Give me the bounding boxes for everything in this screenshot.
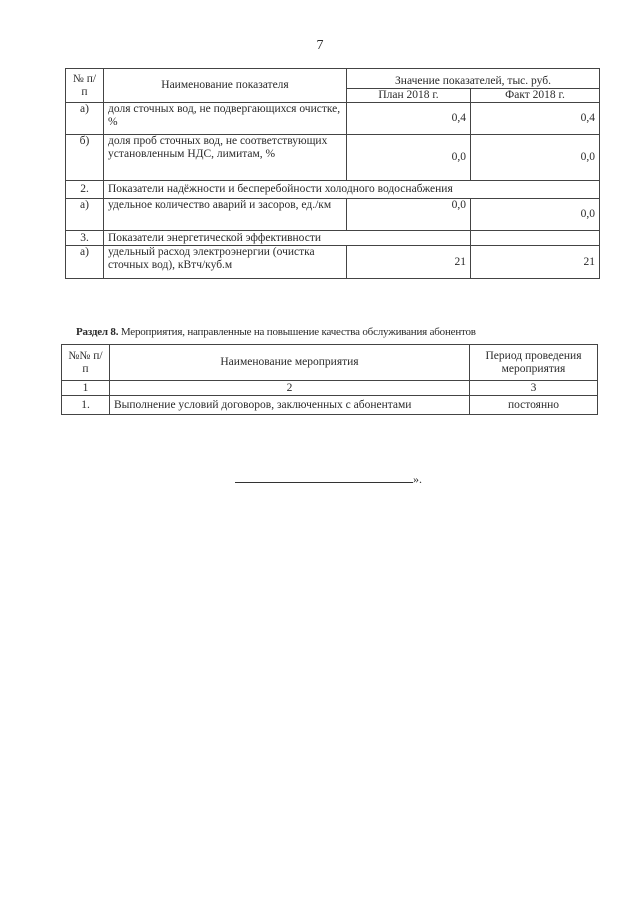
row-name: доля сточных вод, не подвергающихся очистке, % xyxy=(104,103,347,135)
row-fact: 21 xyxy=(471,246,600,279)
page-number: 7 xyxy=(316,38,324,53)
header-num: № п/п xyxy=(66,69,104,103)
section-8-title: Мероприятия, направленные на повышение качества обслуживания абонентов xyxy=(120,326,476,338)
header-period: Период проведения мероприятия xyxy=(470,345,598,381)
section-title: Показатели надёжности и бесперебойности холодного водоснабжения xyxy=(104,181,600,199)
header-fact: Факт 2018 г. xyxy=(471,89,600,103)
row-period: постоянно xyxy=(470,396,598,415)
row-plan: 0,4 xyxy=(347,103,471,135)
header-values: Значение показателей, тыс. руб. xyxy=(347,69,600,89)
row-name: Выполнение условий договоров, заключенных с абонентами xyxy=(110,396,470,415)
table-row xyxy=(66,103,600,135)
index-name: 2 xyxy=(110,381,470,396)
row-fact: 0,4 xyxy=(471,103,600,135)
closing-quote: ». xyxy=(413,472,422,486)
row-num: а) xyxy=(66,246,104,279)
table-row xyxy=(62,396,598,415)
section-8-label: Раздел 8. xyxy=(76,326,119,338)
row-num: 1. xyxy=(62,396,110,415)
header-plan: План 2018 г. xyxy=(347,89,471,103)
header-name: Наименование показателя xyxy=(104,69,347,103)
index-num: 1 xyxy=(62,381,110,396)
header-num: №№ п/п xyxy=(62,345,110,381)
row-name: доля проб сточных вод, не соответствующих установленным НДС, лимитам, % xyxy=(104,135,347,181)
table-row xyxy=(66,135,600,181)
measures-table xyxy=(61,344,598,415)
table-row xyxy=(66,199,600,231)
indicators-table xyxy=(65,68,600,279)
row-name: удельный расход электроэнергии (очистка сточных вод), кВтч/куб.м xyxy=(104,246,347,279)
row-num: а) xyxy=(66,103,104,135)
section-8-heading xyxy=(76,326,476,338)
blank-line xyxy=(235,482,413,483)
index-period: 3 xyxy=(470,381,598,396)
section-row xyxy=(66,231,600,246)
table-row xyxy=(66,246,600,279)
index-row xyxy=(62,381,598,396)
row-name: удельное количество аварий и засоров, ед./км xyxy=(104,199,347,231)
section-title: Показатели энергетической эффективности xyxy=(104,231,471,246)
section-row xyxy=(66,181,600,199)
row-fact: 0,0 xyxy=(471,135,600,181)
section-num: 2. xyxy=(66,181,104,199)
section-num: 3. xyxy=(66,231,104,246)
row-num: а) xyxy=(66,199,104,231)
row-plan: 0,0 xyxy=(347,135,471,181)
row-plan: 21 xyxy=(347,246,471,279)
header-name: Наименование мероприятия xyxy=(110,345,470,381)
row-num: б) xyxy=(66,135,104,181)
row-plan: 0,0 xyxy=(347,199,471,231)
row-fact: 0,0 xyxy=(471,199,600,231)
